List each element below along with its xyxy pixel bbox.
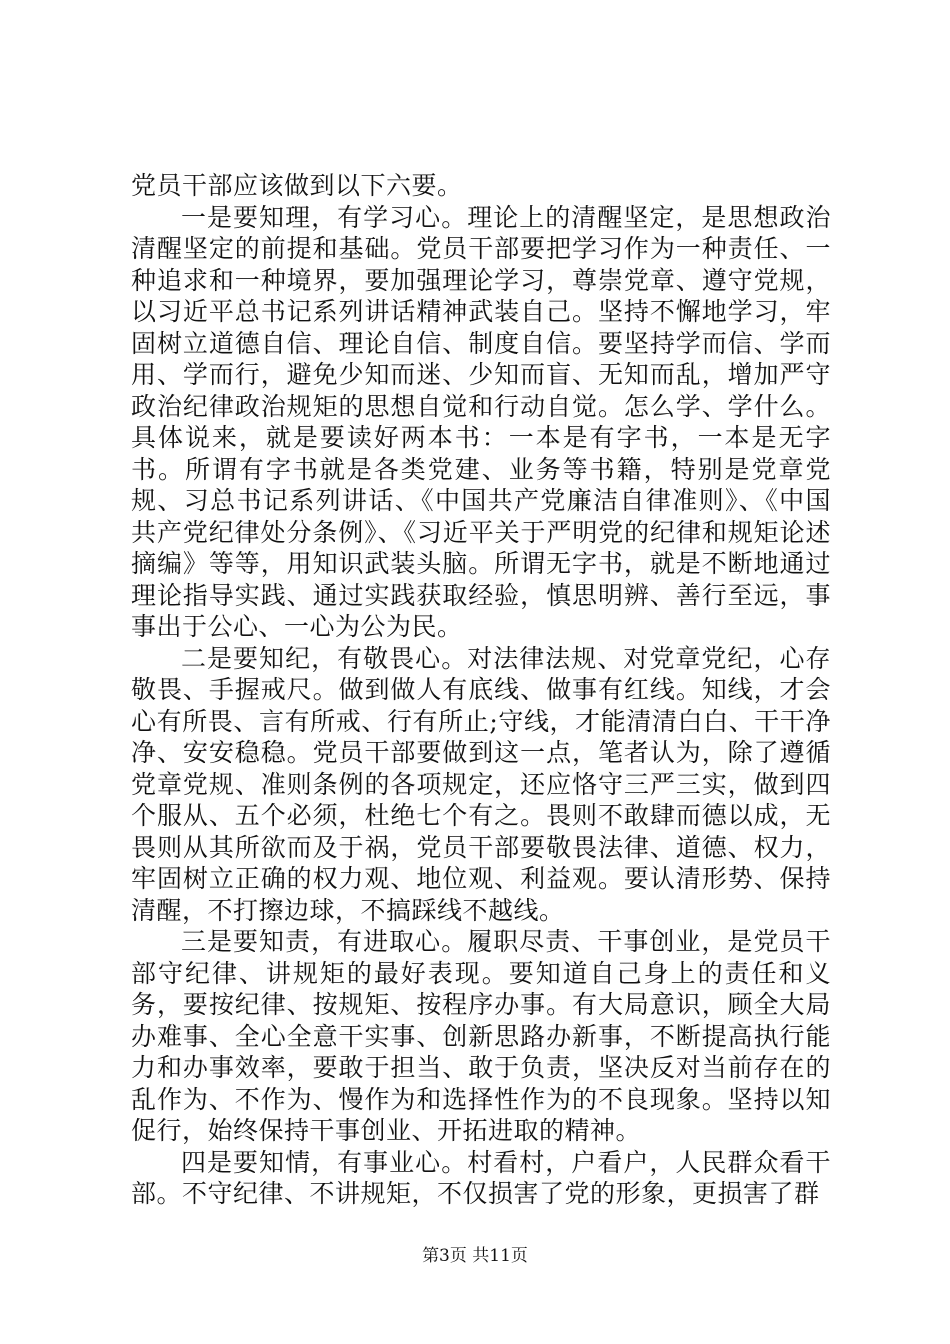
paragraph-intro: 党员干部应该做到以下六要。 <box>131 171 463 200</box>
paragraph-4: 四是要知情，有事业心。村看村，户看户，人民群众看干部。不守纪律、不讲规矩，不仅损害了党的形象，更损害了群 <box>131 1147 831 1208</box>
paragraph-1: 一是要知理，有学习心。理论上的清醒坚定，是思想政治清醒坚定的前提和基础。党员干部要把学习作为一种责任、一种追求和一种境界，要加强理论学习，尊崇党章、遵守党规，以习近平总书记系列讲话精神武装自己。坚持不懈地学习，牢固树立道德自信、理论自信、制度自信。要坚持学而信、学而用、学而行，避免少知而迷、少知而盲、无知而乱，增加严守政治纪律政治规矩的思想自觉和行动自觉。怎么学、学什么。具体说来，就是要读好两本书：一本是有字书，一本是无字书。所谓有字书就是各类党建、业务等书籍，特别是党章党规、习总书记系列讲话、《中国共产党廉洁自律准则》、《中国共产党纪律处分条例》、《习近平关于严明党的纪律和规矩论述摘编》等等，用知识武装头脑。所谓无字书，就是不断地通过理论指导实践、通过实践获取经验，慎思明辨、善行至远，事事出于公心、一心为公为民。 <box>131 202 831 641</box>
body-text <box>131 170 831 1210</box>
paragraph-3: 三是要知责，有进取心。履职尽责、干事创业，是党员干部守纪律、讲规矩的最好表现。要知道自己身上的责任和义务，要按纪律、按规矩、按程序办事。有大局意识，顾全大局办难事、全心全意干实事、创新思路办新事，不断提高执行能力和办事效率，要敢于担当、敢于负责，坚决反对当前存在的乱作为、不作为、慢作为和选择性作为的不良现象。坚持以知促行，始终保持干事创业、开拓进取的精神。 <box>131 927 831 1145</box>
paragraph-2: 二是要知纪，有敬畏心。对法律法规、对党章党纪，心存敬畏、手握戒尺。做到做人有底线、做事有红线。知线，才会心有所畏、言有所戒、行有所止;守线，才能清清白白、干干净净、安安稳稳。党员干部要做到这一点，笔者认为，除了遵循党章党规、准则条例的各项规定，还应恪守三严三实，做到四个服从、五个必须，杜绝七个有之。畏则不敢肆而德以成，无畏则从其所欲而及于祸，党员干部要敬畏法律、道德、权力，牢固树立正确的权力观、地位观、利益观。要认清形势、保持清醒，不打擦边球，不搞踩线不越线。 <box>131 643 831 925</box>
page-footer: 第3页 共11页 <box>422 1246 528 1266</box>
